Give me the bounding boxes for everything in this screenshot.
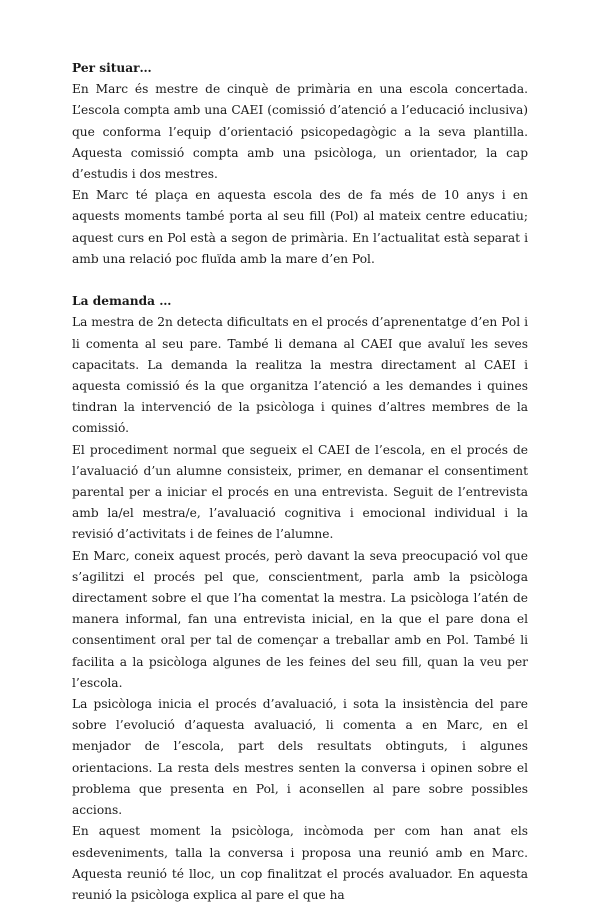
paragraph: En aquest moment la psicòloga, incòmoda per com han anat els esdeveniments, talla la conversa i proposa una reunió amb en Marc. Aquesta reunió té lloc, un cop finalitzat el procés avaluador. En aquesta reunió la psicòloga explica al pare el que ha (72, 824, 528, 902)
paragraph: En Marc, coneix aquest procés, però davant la seva preocupació vol que s’agilitzi el procés pel que, conscientment, parla amb la psicòloga directament sobre el que l’ha comentat la mestra. La psicòloga l’atén de manera informal, fan una entrevista inicial, en la que el pare dona el consentiment oral per tal de començar a treballar amb en Pol. També li facilita a la psicòloga algunes de les feines del seu fill, quan la veu per l’escola. (72, 548, 528, 690)
document-page (72, 58, 528, 906)
section-spacer (72, 270, 528, 291)
section-heading-per-situar: Per situar… (72, 61, 152, 75)
paragraph: La psicòloga inicia el procés d’avaluació, i sota la insistència del pare sobre l’evolució d’aquesta avaluació, li comenta a en Marc, en el menjador de l’escola, part dels resultats obtinguts, i algunes orientacions. La resta dels mestres senten la conversa i opinen sobre el problema que presenta en Pol, i aconsellen al pare sobre possibles accions. (72, 697, 528, 818)
paragraph: En Marc té plaça en aquesta escola des de fa més de 10 anys i en aquests moments també porta al seu fill (Pol) al mateix centre educatiu; aquest curs en Pol està a segon de primària. En l’actualitat està separat i amb una relació poc fluïda amb la mare d’en Pol. (72, 188, 528, 266)
paragraph: La mestra de 2n detecta dificultats en el procés d’aprenentatge d’en Pol i li comenta al seu pare. També li demana al CAEI que avaluï les seves capacitats. La demanda la realitza la mestra directament al CAEI i aquesta comissió és la que organitza l’atenció a les demandes i quines tindran la intervenció de la psicòloga i quines d’altres membres de la comissió. (72, 315, 528, 436)
paragraph: En Marc és mestre de cinquè de primària en una escola concertada. L’escola compta amb una CAEI (comissió d’atenció a l’educació inclusiva) que conforma l’equip d’orientació psicopedagògic a la seva plantilla. Aquesta comissió compta amb una psicòloga, un orientador, la cap d’estudis i dos mestres. (72, 82, 528, 182)
section-heading-la-demanda: La demanda … (72, 294, 172, 309)
paragraph: El procediment normal que segueix el CAEI de l’escola, en el procés de l’avaluació d’un alumne consisteix, primer, en demanar el consentiment parental per a iniciar el procés en una entrevista. Seguit de l’entrevista amb la/el mestra/e, l’avaluació cognitiva i emocional individual i la revisió d’activitats i de feines de l’alumne. (72, 442, 528, 542)
